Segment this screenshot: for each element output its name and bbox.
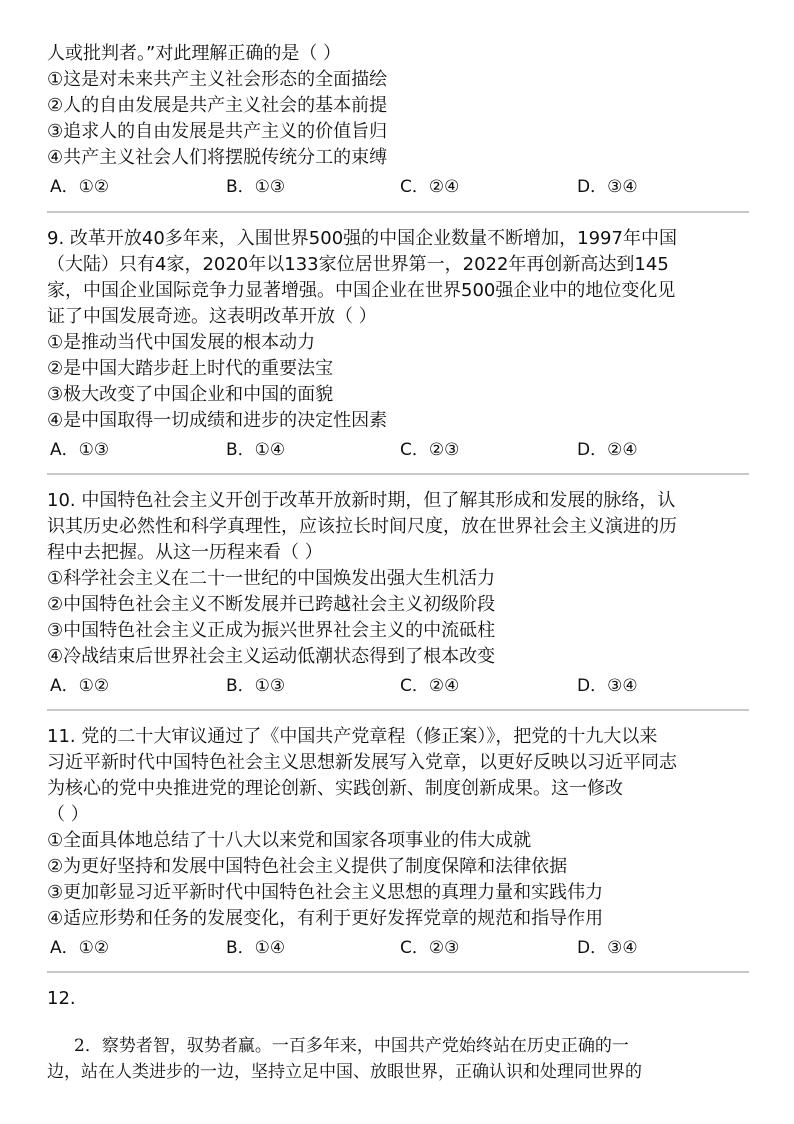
divider [47,971,749,973]
q12-label: 12. [47,988,76,1009]
q8-statement-4: ④共产主义社会人们将摆脱传统分工的束缚 [47,147,388,168]
q8-option-b: B．①③ [226,177,286,197]
passage-line-1: 2．察势者智，驭势者赢。一百多年来，中国共产党始终站在历史正确的一 [74,1036,629,1056]
q11-option-c: C．②③ [400,938,460,958]
q8-option-a: A．①② [50,177,110,197]
q9-stem-line-1: 9. 改革开放40多年来，入围世界500强的中国企业数量不断增加，1997年中国 [47,228,677,249]
divider [47,211,749,213]
q11-stem-line-3: 为核心的党中央推进党的理论创新、实践创新、制度创新成果。这一修改 [47,778,623,799]
q10-statement-3: ③中国特色社会主义正成为振兴世界社会主义的中流砥柱 [47,620,496,641]
q10-option-d: D．③④ [577,676,638,696]
q8-statement-3: ③追求人的自由发展是共产主义的价值旨归 [47,121,388,142]
q9-statement-2: ②是中国大踏步赶上时代的重要法宝 [47,358,334,379]
q9-option-d: D．②④ [577,440,638,460]
q11-stem-line-4: （ ） [47,804,89,825]
q10-option-a: A．①② [50,676,110,696]
q11-stem-line-1: 11. 党的二十大审议通过了《中国共产党章程（修正案）》，把党的十九大以来 [47,726,658,747]
q10-statement-4: ④冷战结束后世界社会主义运动低潮状态得到了根本改变 [47,646,496,667]
q11-option-a: A．①② [50,938,110,958]
q9-option-c: C．②③ [400,440,460,460]
q10-statement-2: ②中国特色社会主义不断发展并已跨越社会主义初级阶段 [47,594,496,615]
q10-stem-line-1: 10. 中国特色社会主义开创于改革开放新时期，但了解其形成和发展的脉络，认 [47,490,676,511]
q8-statement-2: ②人的自由发展是共产主义社会的基本前提 [47,95,388,116]
q9-stem-line-2: （大陆）只有4家，2020年以133家位居世界第一，2022年再创新高达到145 [47,254,669,275]
q9-option-b: B．①④ [226,440,286,460]
q9-stem-line-3: 家，中国企业国际竞争力显著增强。中国企业在世界500强企业中的地位变化见 [47,280,676,301]
q11-option-d: D．③④ [577,938,638,958]
q11-statement-3: ③更加彰显习近平新时代中国特色社会主义思想的真理力量和实践伟力 [47,882,604,903]
q8-stem-line: 人或批判者。”对此理解正确的是（ ） [47,43,342,64]
q11-statement-2: ②为更好坚持和发展中国特色社会主义提供了制度保障和法律依据 [47,856,568,877]
q8-option-d: D．③④ [577,177,638,197]
q10-statement-1: ①科学社会主义在二十一世纪的中国焕发出强大生机活力 [47,568,496,589]
divider [47,709,749,711]
passage-line-2: 边，站在人类进步的一边，坚持立足中国、放眼世界，正确认识和处理同世界的 [47,1062,642,1082]
q9-statement-3: ③极大改变了中国企业和中国的面貌 [47,384,334,405]
q11-statement-1: ①全面具体地总结了十八大以来党和国家各项事业的伟大成就 [47,830,532,851]
q11-statement-4: ④适应形势和任务的发展变化，有利于更好发挥党章的规范和指导作用 [47,908,604,929]
q8-statement-1: ①这是对未来共产主义社会形态的全面描绘 [47,69,388,90]
divider [47,473,749,475]
q10-stem-line-3: 程中去把握。从这一历程来看（ ） [47,542,323,563]
q11-stem-line-2: 习近平新时代中国特色社会主义思想新发展写入党章，以更好反映以习近平同志 [47,752,677,773]
q10-option-b: B．①③ [226,676,286,696]
q10-stem-line-2: 识其历史必然性和科学真理性，应该拉长时间尺度，放在世界社会主义演进的历 [47,516,677,537]
q9-option-a: A．①③ [50,440,110,460]
q9-statement-4: ④是中国取得一切成绩和进步的决定性因素 [47,410,388,431]
q10-option-c: C．②④ [400,676,460,696]
q11-option-b: B．①④ [226,938,286,958]
q9-stem-line-4: 证了中国发展奇迹。这表明改革开放（ ） [47,306,377,327]
q8-option-c: C．②④ [400,177,460,197]
q9-statement-1: ①是推动当代中国发展的根本动力 [47,332,316,353]
